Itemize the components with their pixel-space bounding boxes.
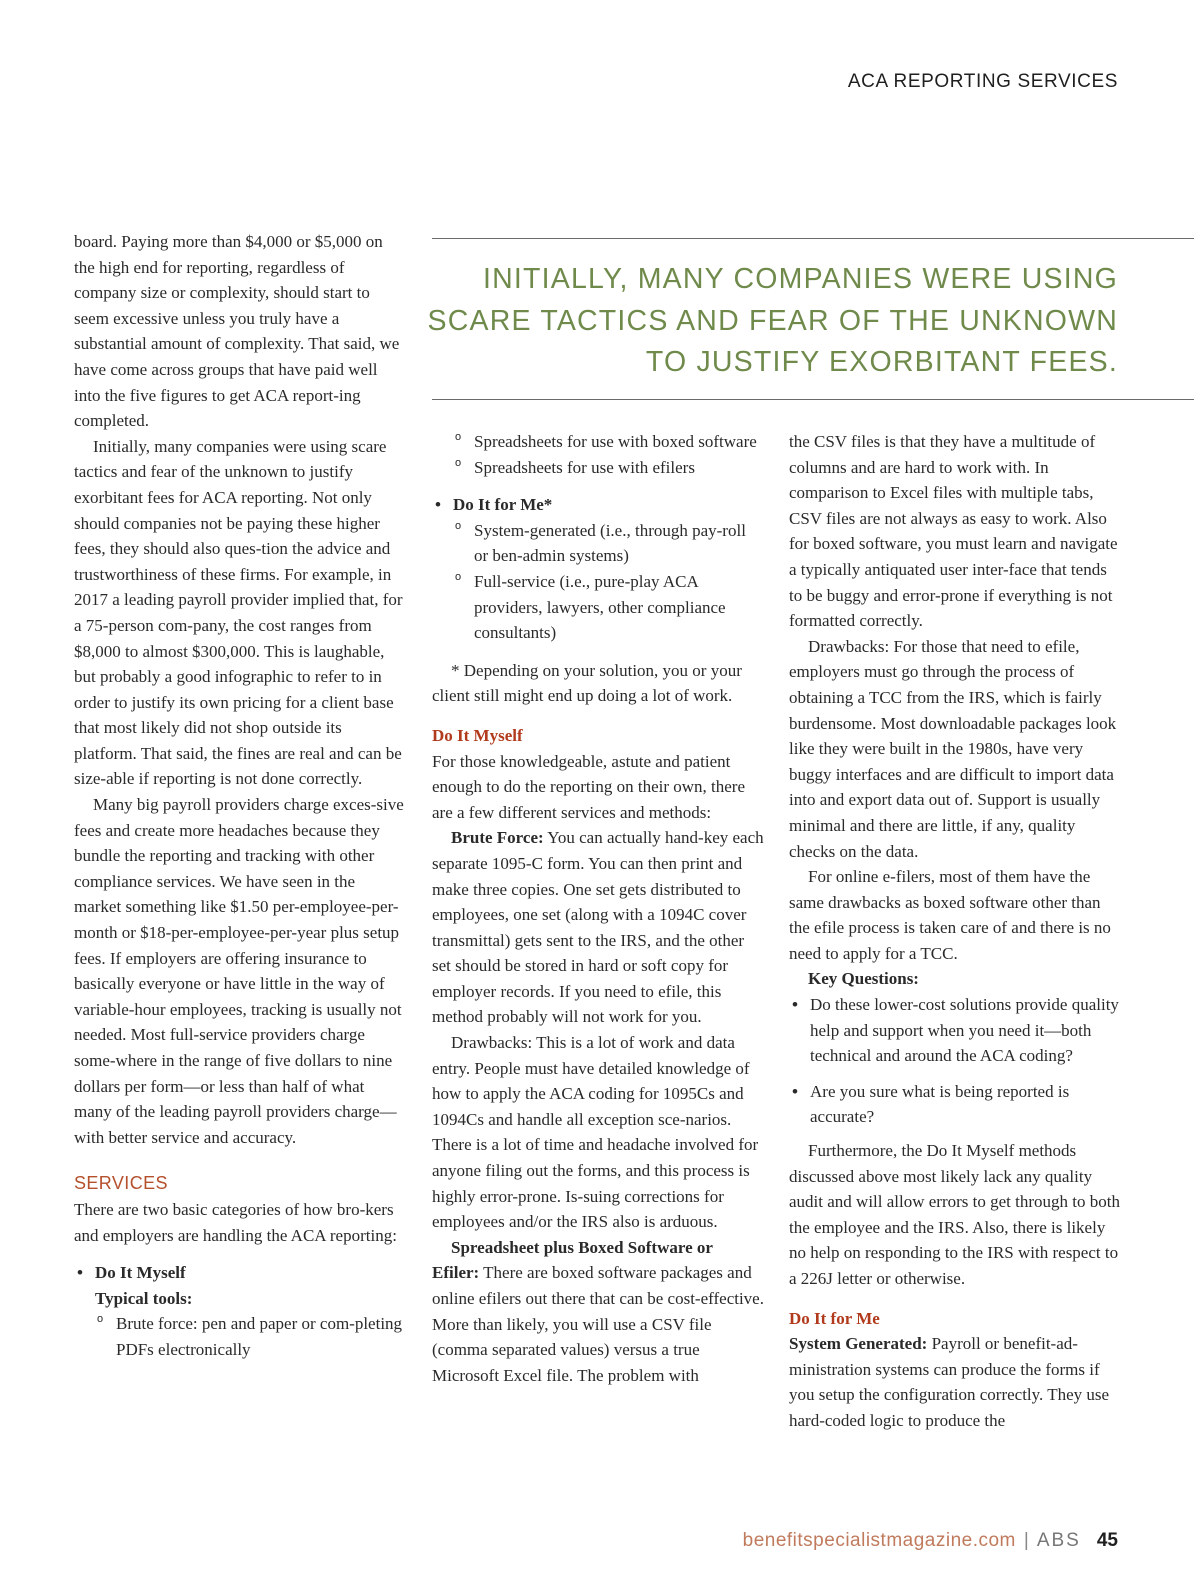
- paragraph-text: Payroll or benefit-ad-ministration systems can produce the forms if you setup the configuration correctly. They use hard-coded logic to produce the: [789, 1334, 1110, 1430]
- sub-list: [432, 429, 764, 480]
- sub-list-item: o Brute force: pen and paper or com-pleting PDFs electronically: [74, 1311, 404, 1362]
- bullet-label: Do It Myself: [95, 1263, 186, 1283]
- paragraph: For online e-filers, most of them have the same drawbacks as boxed software other than the efile process is taken care of and there is no need to apply for a TCC.: [789, 867, 1111, 963]
- paragraph: Initially, many companies were using scare tactics and fear of the unknown to justify exorbitant fees for ACA reporting. Not only should companies not be paying these higher fees, they should also ques-tion the advice and trustworthiness of these firms. For example, in 2017 a leading payroll provider implied that, for a 75-person com-pany, the cost ranges from $8,000 to almost $300,000. This is laughable, but probably a good infographic to refer to in order to justify its own pricing for a client base that most likely did not shop outside its platform. That said, the fines are real and can be size-able if reporting is not done correctly.: [74, 436, 403, 789]
- sub-list-item: o Spreadsheets for use with efilers: [432, 455, 764, 481]
- paragraph: There are two basic categories of how bro-kers and employers are handling the ACA reporting:: [74, 1199, 397, 1245]
- paragraph: [432, 825, 764, 1030]
- bullet-list: [74, 1260, 404, 1311]
- paragraph-text: You can actually hand-key each separate 1095-C form. You can then print and make three copies. One set gets distributed to employees, one set (along with a 1094C cover transmittal) gets sent to the IRS, and the other set should be stored in hard or soft copy for employer records. If you need to efile, this method probably will not work for you.: [432, 828, 764, 1027]
- list-item: [432, 492, 764, 518]
- subheading-do-it-myself: Do It Myself: [432, 725, 523, 745]
- publication-name: ABS: [1036, 1530, 1081, 1551]
- list-item: • Are you sure what is being reported is accurate?: [789, 1079, 1121, 1130]
- paragraph: [789, 1331, 1121, 1433]
- sub-list: [432, 518, 764, 646]
- page-footer: [743, 1530, 1118, 1552]
- paragraph: Furthermore, the Do It Myself methods discussed above most likely lack any quality audit and will allow errors to get through to both the employee and the IRS. Also, there is likely no help on responding to the IRS with respect to a 226J letter or otherwise.: [789, 1141, 1120, 1288]
- paragraph: Many big payroll providers charge exces-sive fees and create more headaches because they bundle the reporting and tracking with other compliance services. We have seen in the market something like $1.50 per-employee-per-month or $18-per-employee-per-year plus setup fees. If employers are offering insurance to basically everyone or have little in the way of variable-hour employees, tracking is usually not needed. Most full-service providers charge some-where in the range of five dollars to nine dollars per form—or less than half of what many of the leading payroll providers charge—with better service and accuracy.: [74, 795, 404, 1147]
- bullet-list: [789, 992, 1121, 1069]
- sub-list-item: o System-generated (i.e., through pay-roll or ben-admin systems): [432, 518, 764, 569]
- paragraph: the CSV files is that they have a multitude of columns and are hard to work with. In comparison to Excel files with multiple tabs, CSV files are not always as easy to work. Also for boxed software, you must learn and navigate a typically antiquated user inter-face that tends to be buggy and error-prone if everything is not formatted correctly.: [789, 432, 1118, 631]
- pull-quote: [427, 238, 1194, 400]
- column-2: [432, 429, 764, 1388]
- list-item: [74, 1260, 404, 1311]
- pull-quote-text: [418, 259, 1118, 384]
- run-in-label: System Generated:: [789, 1334, 928, 1354]
- footer-separator: |: [1023, 1530, 1029, 1551]
- list-item: • Do these lower-cost solutions provide quality help and support when you need it—both technical and around the ACA coding?: [789, 992, 1121, 1069]
- run-in-label: Spreadsheet plus Boxed Software or Efiler:: [432, 1237, 713, 1283]
- paragraph: Drawbacks: This is a lot of work and data entry. People must have detailed knowledge of how to apply the ACA coding for 1095Cs and 1094Cs and handle all exception sce-narios. There is a lot of time and headache involved for anyone filing out the forms, and this process is highly error-prone. Is-suing corrections for employees and/or the IRS also is arduous.: [432, 1033, 759, 1232]
- pull-quote-line: SCARE TACTICS AND FEAR OF THE UNKNOWN: [427, 304, 1118, 337]
- section-header: ACA REPORTING SERVICES: [847, 71, 1118, 92]
- section-heading-services: SERVICES: [74, 1173, 168, 1194]
- typical-tools-label: Typical tools:: [95, 1288, 193, 1308]
- bullet-list: [789, 1079, 1121, 1130]
- bullet-label: Do It for Me*: [453, 495, 553, 515]
- paragraph: For those knowledgeable, astute and patient enough to do the reporting on their own, there are a few different services and methods:: [432, 751, 746, 822]
- sub-list-item: o Full-service (i.e., pure-play ACA providers, lawyers, other compliance consultants): [432, 569, 764, 646]
- column-1: [74, 229, 404, 1363]
- pull-quote-line: TO JUSTIFY EXORBITANT FEES.: [645, 346, 1118, 378]
- paragraph: board. Paying more than $4,000 or $5,000 on the high end for reporting, regardless of company size or complexity, should start to seem excessive unless you truly have a substantial amount of complexity. That said, we have come across groups that have paid well into the five figures to get ACA report-ing completed.: [74, 232, 400, 431]
- key-questions-label: [789, 966, 1121, 992]
- paragraph: Drawbacks: For those that need to efile, employers must go through the process of obtaining a TCC from the IRS, which is fairly burdensome. Most downloadable packages look like they were built in the 1980s, have very buggy interfaces and are difficult to import data into and export data out of. Support is usually minimal and there are little, if any, quality checks on the data.: [789, 636, 1117, 861]
- pull-quote-line: INITIALLY, MANY COMPANIES WERE USING: [483, 263, 1118, 295]
- sub-list-item: o Spreadsheets for use with boxed software: [432, 429, 764, 455]
- footnote: * Depending on your solution, you or your client still might end up doing a lot of work.: [432, 660, 742, 706]
- page-number: 45: [1096, 1530, 1118, 1551]
- sub-list: [74, 1311, 404, 1362]
- footer-url[interactable]: benefitspecialistmagazine.com: [742, 1530, 1016, 1551]
- bullet-list: [432, 492, 764, 518]
- key-questions-heading: Key Questions:: [808, 969, 919, 989]
- run-in-label: Brute Force:: [451, 828, 544, 848]
- column-3: [789, 429, 1121, 1434]
- paragraph: [432, 1235, 764, 1389]
- subheading-do-it-for-me: Do It for Me: [789, 1308, 880, 1328]
- paragraph-text: There are boxed software packages and online efilers out there that can be cost-effective. More than likely, you will use a CSV file (comma separated values) versus a true Microsoft Excel file. The problem with: [432, 1263, 764, 1385]
